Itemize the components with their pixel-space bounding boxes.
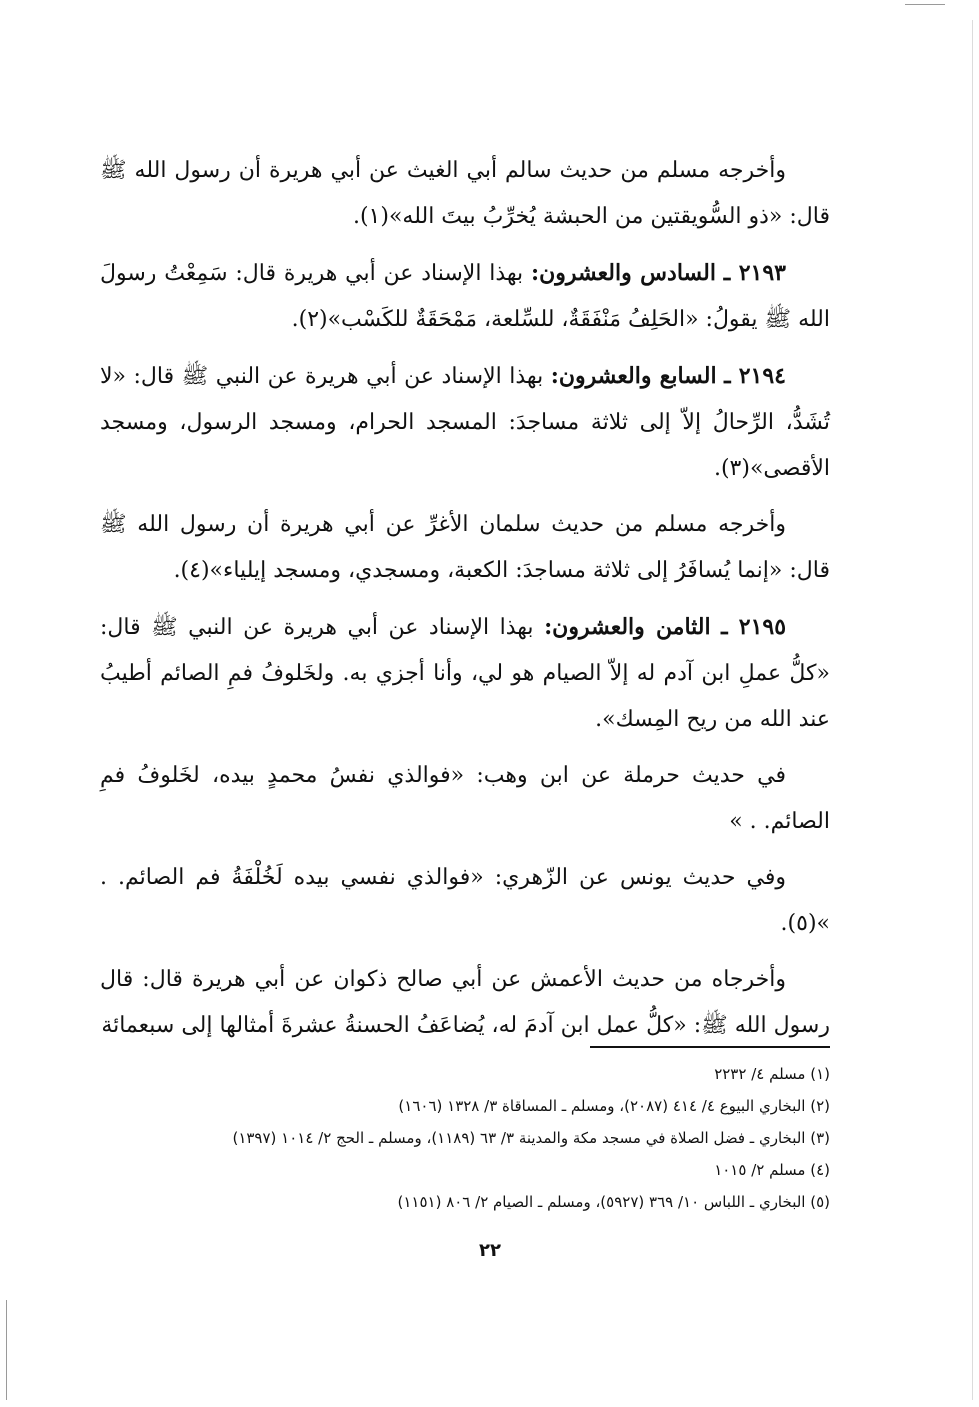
hadith-heading: السابع والعشرون: [550,363,717,389]
footnotes [120,1058,830,1218]
paragraph-text: وأخرجه مسلم من حديث سلمان الأغرِّ عن أبي هريرة أن رسول الله ﷺ قال: «إنما يُسافَرُ إلى ثلاثة مساجدَ: الكعبة، ومسجدي، ومسجد إيلياء»(٤). [100,512,830,583]
footnote-1: (١) مسلم ٤/ ٢٢٣٢ [714,1065,830,1083]
hadith-2193 [100,250,830,343]
hadith-number: ٢١٩٥ ـ [721,614,787,640]
paragraph-text: وأخرجاه من حديث الأعمش عن أبي صالح ذكوان عن أبي هريرة قال: قال رسول الله ﷺ: «كلُّ عمل ابن آدمَ له، يُضاعَفُ الحسنةُ عشرةَ أمثالها إلى سبعمائة [100,967,830,1038]
hadith-2195 [100,604,830,743]
paragraph-8 [100,957,830,1049]
paragraph-7 [100,855,830,947]
scan-mark-right-edge [972,20,973,1400]
paragraph-text: بهذا الإسناد عن أبي هريرة عن النبي ﷺ قال: «كلُّ عملِ ابن آدم له إلاّ الصيام هو لي، وأنا أجزي به. ولخَلوفُ فمِ الصائم أطيبُ عند الله من ريح المِسك». [100,615,830,732]
paragraph-6 [100,753,830,845]
footnote-3: (٣) البخاري ـ فضل الصلاة في مسجد مكة والمدينة ٣/ ٦٣ (١١٨٩)، ومسلم ـ الحج ٢/ ١٠١٤ (١٣٩٧) [232,1129,830,1147]
main-text [100,148,830,1049]
footnote-divider [590,1046,830,1048]
hadith-heading: السادس والعشرون: [530,260,716,286]
hadith-number: ٢١٩٤ ـ [724,363,786,389]
footnote-4: (٤) مسلم ٢/ ١٠١٥ [714,1161,830,1179]
paragraph-1 [100,148,830,240]
paragraph-text: وأخرجه مسلم من حديث سالم أبي الغيث عن أبي هريرة أن رسول الله ﷺ قال: «ذو السُّويقتين من الحبشة يُخرِّبُ بيتَ الله»(١). [100,158,830,229]
hadith-2194 [100,353,830,492]
paragraph-text: في حديث حرملة عن ابن وهب: «فوالذي نفسُ محمدٍ بيده، لخَلوفُ فمِ الصائم. . » [100,763,830,834]
paragraph-4 [100,502,830,594]
paragraph-text: بهذا الإسناد عن أبي هريرة عن النبي ﷺ قال: «لا تُشَدُّ، الرِّحالُ إلاّ إلى ثلاثة مساجدَ: المسجد الحرام، ومسجد الرسول، ومسجد الأقصى»(٣). [100,364,830,481]
footnote-5: (٥) البخاري ـ اللباس ١٠/ ٣٦٩ (٥٩٢٧)، ومسلم ـ الصيام ٢/ ٨٠٦ (١١٥١) [397,1193,830,1211]
scan-mark-left-edge [6,1300,7,1400]
footnote-2: (٢) البخاري البيوع ٤/ ٤١٤ (٢٠٨٧)، ومسلم ـ المساقاة ٣/ ١٣٢٨ (١٦٠٦) [398,1097,830,1115]
page-number: ٢٢ [479,1240,501,1261]
scan-mark-top [905,4,945,5]
paragraph-text: بهذا الإسناد عن أبي هريرة قال: سَمِعْتُ رسولَ الله ﷺ يقولُ: «الحَلِفُ مَنْفَقَةٌ، للسِّلعة، مَمْحَقَةٌ للكَسْب»(٢). [100,261,830,332]
paragraph-text: وفي حديث يونس عن الزّهري: «فوالذي نفسي بيده لَخُلْفَةُ فم الصائم. . »(٥). [100,865,830,936]
hadith-heading: الثامن والعشرون: [544,614,711,640]
hadith-number: ٢١٩٣ ـ [723,260,786,286]
